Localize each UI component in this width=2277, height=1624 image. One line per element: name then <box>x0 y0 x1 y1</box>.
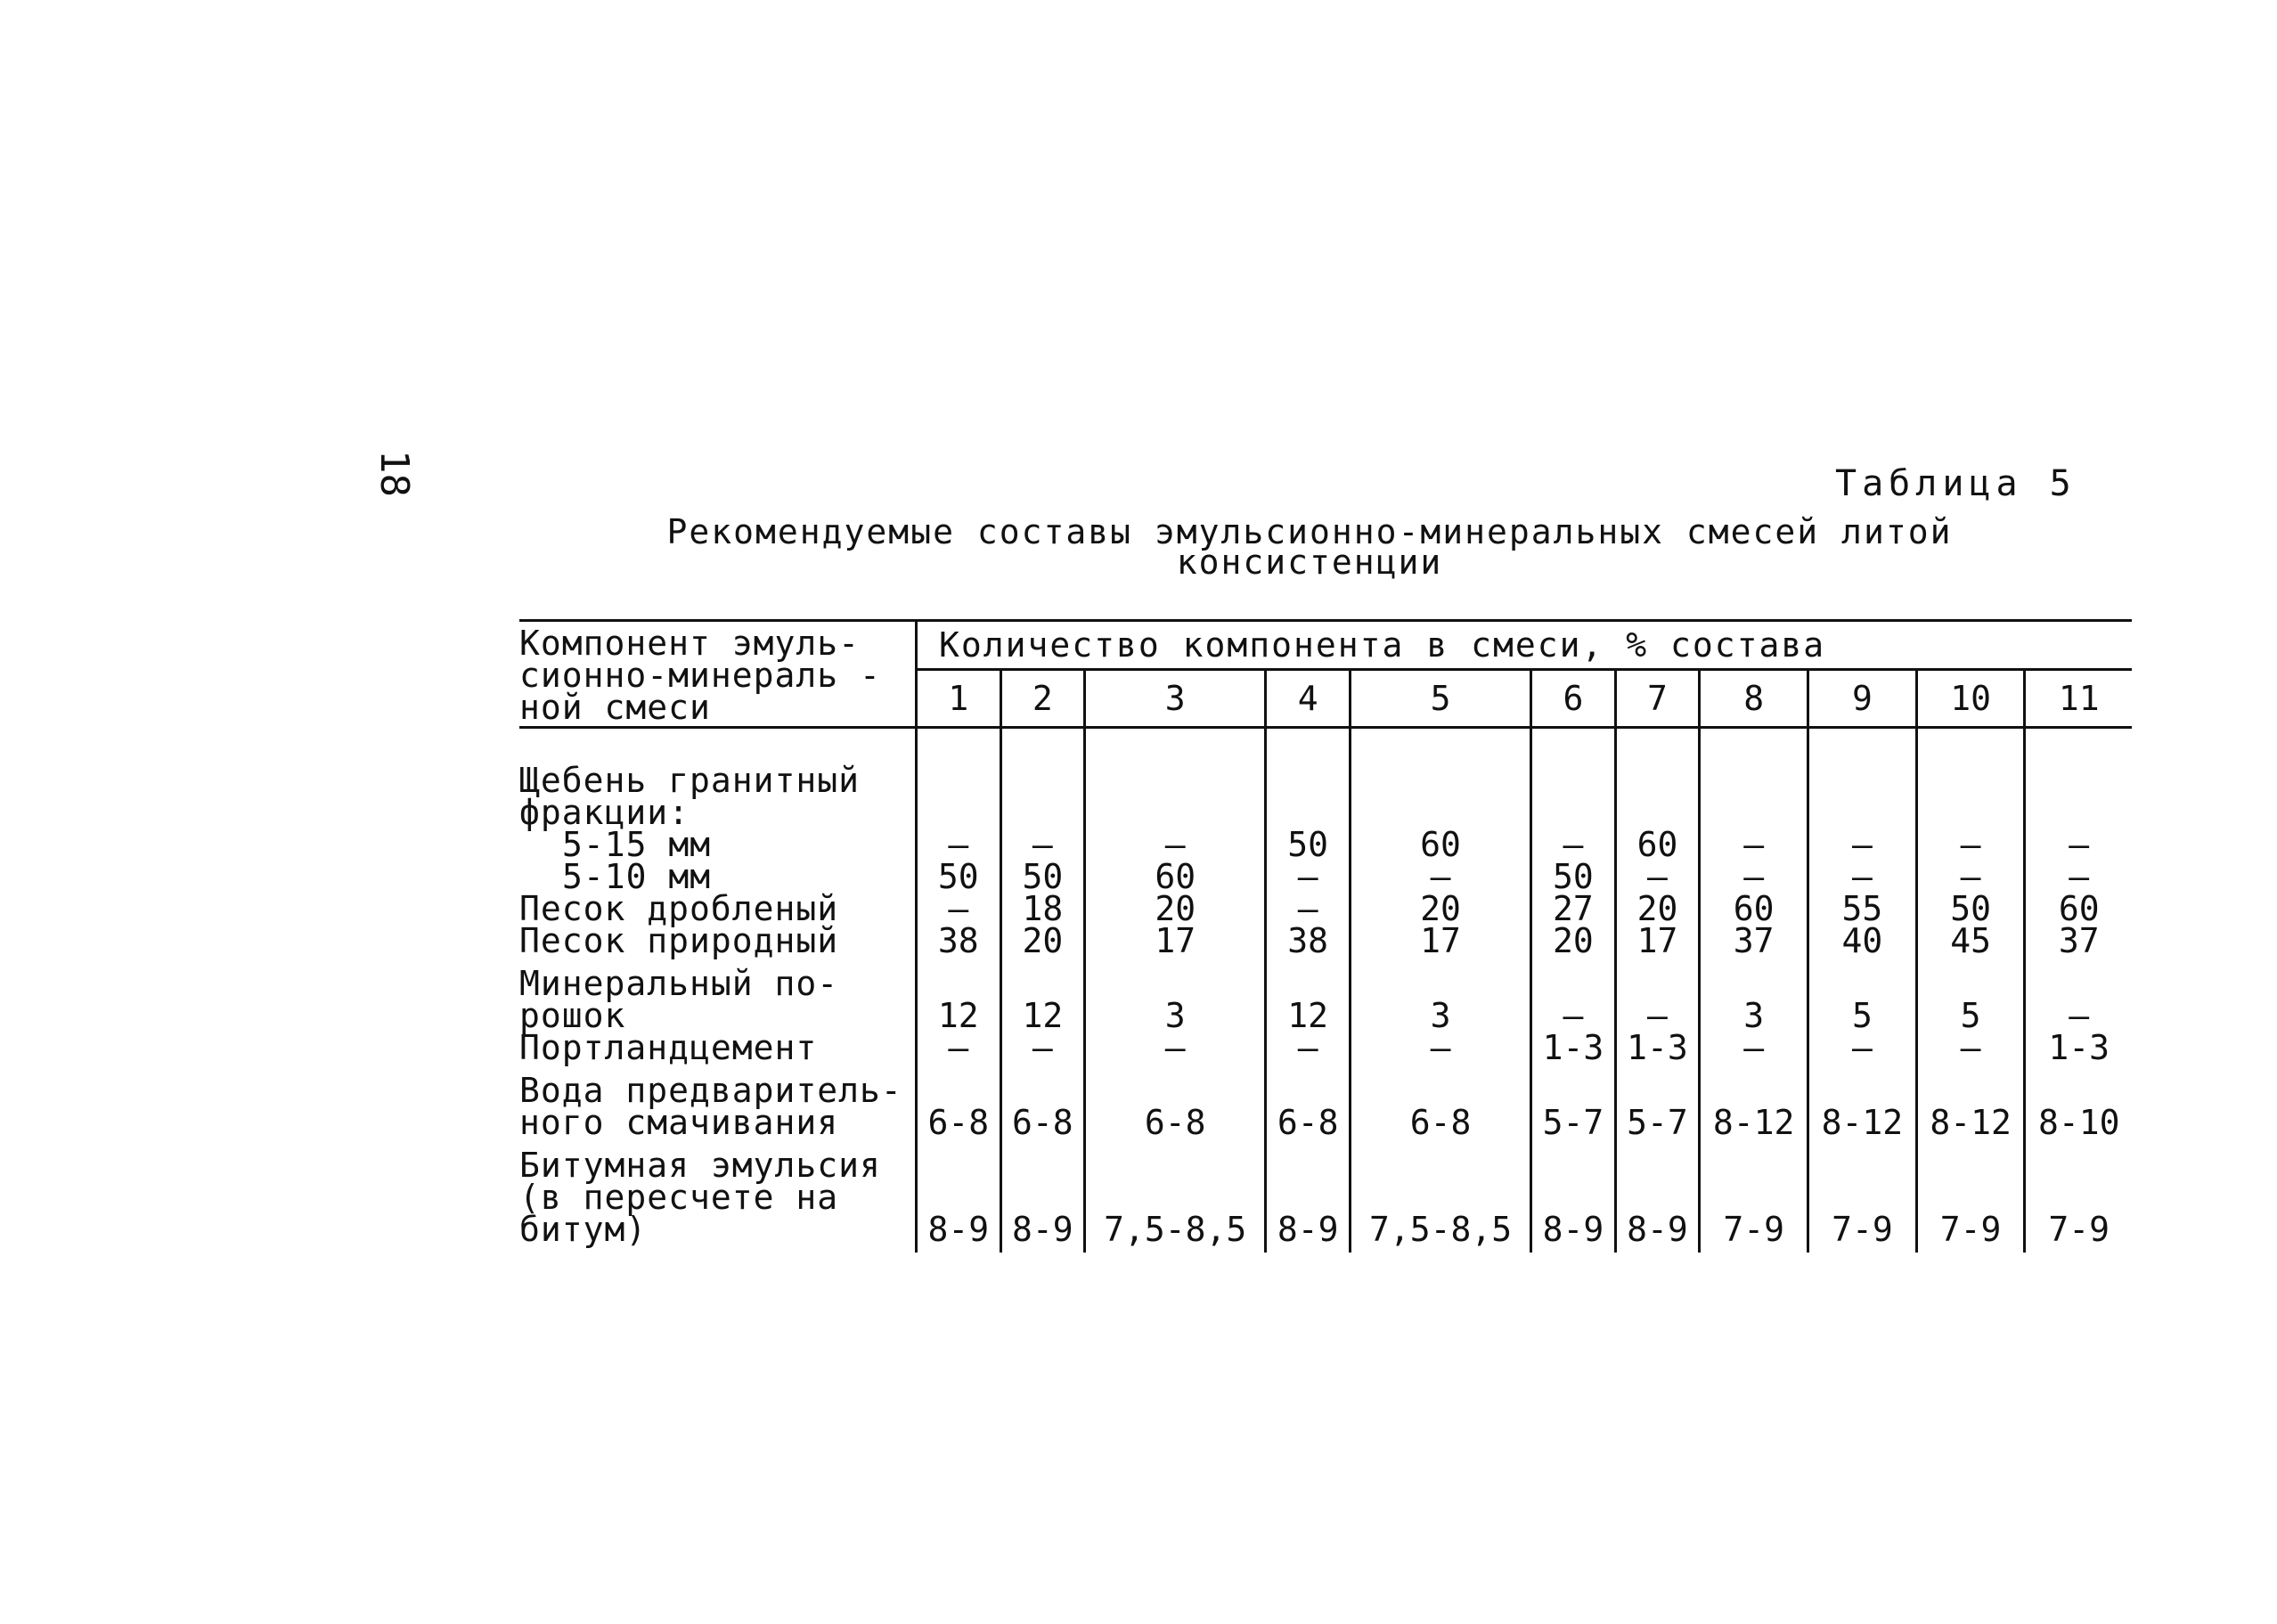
table-cell: 6-8 <box>1000 1064 1085 1138</box>
table-cell: 8-9 <box>1531 1138 1616 1253</box>
table-cell: 60 <box>1350 828 1530 861</box>
table-cell: – <box>1700 828 1808 861</box>
column-number: 9 <box>1808 670 1917 728</box>
table-cell: 37 <box>2025 925 2132 957</box>
header-component-line: ной смеси <box>519 688 711 727</box>
caption-line-1: Рекомендуемые составы эмульсионно-минеральных смесей литой <box>666 512 1953 551</box>
group-label-line: фракции: <box>519 793 690 832</box>
table-cell: – <box>2025 828 2132 861</box>
table-row <box>519 828 2132 861</box>
row-label <box>519 957 917 1035</box>
table-cell: 8-9 <box>1266 1138 1351 1253</box>
table-cell: 3 <box>1350 957 1530 1032</box>
table-cell: – <box>1700 861 1808 893</box>
group-row <box>519 764 2132 828</box>
table-cell: 5 <box>1916 957 2025 1032</box>
row-label-line: 5-15 мм <box>562 825 712 864</box>
row-label-line: Портландцемент <box>519 1028 818 1067</box>
table-cell: 50 <box>1266 828 1351 861</box>
table-cell: 20 <box>1000 925 1085 957</box>
table-cell: 5 <box>1808 957 1917 1032</box>
table-cell: 7,5-8,5 <box>1085 1138 1266 1253</box>
column-number: 11 <box>2025 670 2132 728</box>
table-cell: 3 <box>1700 957 1808 1032</box>
table-cell: 5-7 <box>1615 1064 1700 1138</box>
row-label <box>519 825 917 864</box>
table-cell: 27 <box>1531 893 1616 925</box>
table-cell: 60 <box>1615 828 1700 861</box>
table-cell: 5-7 <box>1531 1064 1616 1138</box>
table-row <box>519 1138 2132 1253</box>
table-cell: 7-9 <box>2025 1138 2132 1253</box>
row-label <box>519 1028 917 1067</box>
table-cell: – <box>1916 1032 2025 1064</box>
table-cell: 20 <box>1350 893 1530 925</box>
table-cell: 17 <box>1085 925 1266 957</box>
table-cell: 1-3 <box>1615 1032 1700 1064</box>
table-cell: 60 <box>2025 893 2132 925</box>
table-cell: 7-9 <box>1700 1138 1808 1253</box>
table-row <box>519 893 2132 925</box>
table-cell: – <box>1531 828 1616 861</box>
table-cell: 6-8 <box>1085 1064 1266 1138</box>
row-label <box>519 889 917 928</box>
table-row <box>519 1032 2132 1064</box>
table-body <box>519 728 2132 1253</box>
table-cell: 3 <box>1085 957 1266 1032</box>
table-cell: – <box>1266 1032 1351 1064</box>
row-label <box>519 1138 917 1253</box>
table-cell: – <box>1350 1032 1530 1064</box>
caption-line-2: консистенции <box>1176 543 1443 582</box>
row-label-line: Битумная эмульсия <box>519 1146 881 1185</box>
table-cell: – <box>2025 861 2132 893</box>
table-label: Таблица 5 <box>1835 463 2077 504</box>
row-label-line: Песок природный <box>519 921 839 960</box>
table-cell: – <box>1615 957 1700 1032</box>
table-cell: 40 <box>1808 925 1917 957</box>
table-cell: – <box>917 893 1001 925</box>
table-cell: 50 <box>1916 893 2025 925</box>
table-cell: – <box>1808 828 1917 861</box>
table-row <box>519 925 2132 957</box>
row-label-line: битум) <box>519 1210 648 1249</box>
table-cell: – <box>1085 1032 1266 1064</box>
table-cell: 8-10 <box>2025 1064 2132 1138</box>
table-cell: 37 <box>1700 925 1808 957</box>
table-cell: 12 <box>917 957 1001 1032</box>
row-label-line: Вода предваритель- <box>519 1071 902 1110</box>
column-number: 3 <box>1085 670 1266 728</box>
table-cell: – <box>917 1032 1001 1064</box>
composition-table <box>519 619 2132 1253</box>
table-cell: – <box>1808 861 1917 893</box>
table-cell: 7-9 <box>1808 1138 1917 1253</box>
table-row <box>519 957 2132 1032</box>
row-label <box>519 857 917 896</box>
page-number: 18 <box>371 450 417 497</box>
table-cell: 8-12 <box>1808 1064 1917 1138</box>
table-cell: – <box>917 828 1001 861</box>
header-component <box>519 621 917 728</box>
table-cell: 8-12 <box>1700 1064 1808 1138</box>
table-cell: 12 <box>1000 957 1085 1032</box>
table-cell: 20 <box>1615 893 1700 925</box>
table-cell: – <box>1916 828 2025 861</box>
row-label-line: Минеральный по- <box>519 964 839 1003</box>
table-cell: 17 <box>1350 925 1530 957</box>
column-number: 4 <box>1266 670 1351 728</box>
group-label-line: Щебень гранитный <box>519 761 861 800</box>
table-cell: – <box>1808 1032 1917 1064</box>
header-quantity: Количество компонента в смеси, % состава <box>917 621 2133 670</box>
table-cell: 60 <box>1700 893 1808 925</box>
table-cell: – <box>1266 861 1351 893</box>
table-cell: 6-8 <box>1350 1064 1530 1138</box>
table-cell: 1-3 <box>1531 1032 1616 1064</box>
table-cell: – <box>1000 1032 1085 1064</box>
table-row <box>519 861 2132 893</box>
table-cell: 60 <box>1085 861 1266 893</box>
table-cell: – <box>1615 861 1700 893</box>
table-cell: 38 <box>1266 925 1351 957</box>
table-cell: 6-8 <box>917 1064 1001 1138</box>
column-number: 2 <box>1000 670 1085 728</box>
table-cell: 17 <box>1615 925 1700 957</box>
table-cell: 50 <box>1000 861 1085 893</box>
table-cell: – <box>1531 957 1616 1032</box>
table-cell: – <box>1700 1032 1808 1064</box>
table-cell: 20 <box>1085 893 1266 925</box>
table-caption <box>624 512 1995 582</box>
column-number: 8 <box>1700 670 1808 728</box>
table-cell: 38 <box>917 925 1001 957</box>
column-number: 6 <box>1531 670 1616 728</box>
row-label <box>519 921 917 960</box>
header-component-line: Компонент эмуль- <box>519 624 861 663</box>
table-cell: 50 <box>917 861 1001 893</box>
table-cell: 8-9 <box>917 1138 1001 1253</box>
table-cell: – <box>1916 861 2025 893</box>
table-cell: – <box>1350 861 1530 893</box>
table-cell: 8-9 <box>1000 1138 1085 1253</box>
table-cell: 7-9 <box>1916 1138 2025 1253</box>
table-cell: 45 <box>1916 925 2025 957</box>
table-cell: – <box>1000 828 1085 861</box>
table-cell: 1-3 <box>2025 1032 2132 1064</box>
table-cell: 6-8 <box>1266 1064 1351 1138</box>
group-label <box>519 761 917 832</box>
table-cell: 12 <box>1266 957 1351 1032</box>
column-number: 1 <box>917 670 1001 728</box>
table-cell: 7,5-8,5 <box>1350 1138 1530 1253</box>
column-number: 7 <box>1615 670 1700 728</box>
table-cell: 50 <box>1531 861 1616 893</box>
row-label-line: (в пересчете на <box>519 1178 839 1217</box>
table-cell: 18 <box>1000 893 1085 925</box>
table-cell: – <box>1266 893 1351 925</box>
table-cell: 8-12 <box>1916 1064 2025 1138</box>
row-label-line: 5-10 мм <box>562 857 712 896</box>
column-number: 5 <box>1350 670 1530 728</box>
table-cell: 8-9 <box>1615 1138 1700 1253</box>
table-cell: – <box>1085 828 1266 861</box>
row-label-line: ного смачивания <box>519 1103 839 1142</box>
row-label <box>519 1064 917 1142</box>
row-label-line: Песок дробленый <box>519 889 839 928</box>
table-cell: 55 <box>1808 893 1917 925</box>
column-number: 10 <box>1916 670 2025 728</box>
row-label-line: рошок <box>519 996 626 1035</box>
table-cell: 20 <box>1531 925 1616 957</box>
table-row <box>519 1064 2132 1138</box>
table-cell: – <box>2025 957 2132 1032</box>
header-component-line: сионно-минераль - <box>519 656 881 695</box>
